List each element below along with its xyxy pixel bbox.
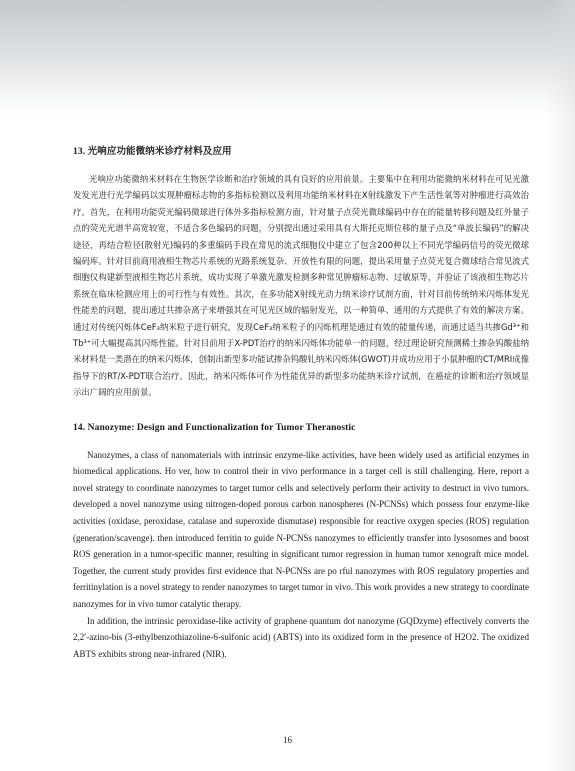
- header-band: [0, 0, 575, 115]
- section-13-heading: 13. 光响应功能微纳米诊疗材料及应用: [73, 147, 232, 157]
- section-14-paragraph-2: In addition, the intrinsic peroxidase-like activity of graphene quantum dot nanozyme (GQDzyme) effectively converts the 2,2′-azino-bis (3-ethylbenzothiazoline-6-sulfonic acid) (ABTS) into its oxidized form in the presence of H2O2. The oxidized ABTS exhibits strong near-infrared (NIR).: [73, 615, 529, 659]
- section-13-paragraph: 光响应功能微纳米材料在生物医学诊断和治疗领域的具有良好的应用前景。主要集中在利用功能微纳米材料在可见光激发发光进行光学编码以实现肿瘤标志物的多指标检测以及利用功能纳米材料在X射线激发下产生活性氧等对肿瘤进行高效治疗。首先，在利用功能荧光编码微球进行体外多指标检测方面，针对量子点荧光微球编码中存在的能量转移问题及红外量子点的荧光光谱半高宽较宽，不适合多色编码的问题，分别提出通过采用具有大斯托克斯位移的量子点及“单波长编码”的解决途径，再结合粒径(散射光)编码的多重编码手段在常见的流式细胞仪中建立了包含200种以上不同光学编码信号的荧光微球编码库。针对目前商用液相生物芯片系统的光路系统复杂、开放性有限的问题，提出采用量子点荧光复合微球结合常见流式细胞仪构建新型液相生物芯片系统，成功实现了单激光激发检测多种常见肿瘤标志物、过敏原等，并验证了该液相生物芯片系统在临床检测应用上的可行性与有效性。其次，在多功能X射线光动力纳米诊疗试剂方面，针对目前传统纳米闪烁体发光性能差的问题，提出通过共掺杂离子来增强其在可见光区域的辐射发光，以一种简单、通用的方式提供了有效的解决方案。通过对传统闪烁体CeF₃纳米粒子进行研究，发现CeF₃纳米粒子的闪烁机理是通过有效的能量传递，而通过适当共掺Gd³⁺和Tb³⁺可大幅提高其闪烁性能。针对目前用于X-PDT治疗的纳米闪烁体功能单一的问题，经过理论研究预测稀土掺杂钨酸盐纳米材料是一类潜在的纳米闪烁体，创制出新型多功能试掺杂钨酸钆纳米闪烁体(GWOT)并成功应用于小鼠肿瘤的CT/MRI成像指导下的RT/X-PDT联合治疗。因此，纳米闪烁体可作为性能优异的新型多功能纳米诊疗试剂，在癌症的诊断和治疗领域显示出广阔的应用前景。: [73, 174, 529, 398]
- page-edge-shadow: [545, 0, 575, 771]
- page-content: [73, 143, 529, 662]
- section-spacer: [73, 401, 529, 423]
- section-14-heading: 14. Nanozyme: Design and Functionalization for Tumor Theranostic: [73, 422, 356, 433]
- page-number: 16: [283, 735, 292, 745]
- section-14-paragraph-1: Nanozymes, a class of nanomaterials with intrinsic enzyme-like activities, have been widely used as artificial enzymes in biomedical applications. Ho ver, how to control their in vivo performance in a target cell is still challenging. Here, report a novel strategy to coordinate nanozymes to target tumor cells and selectively perform their activity to destruct in vivo tumors. developed a novel nanozyme using nitrogen-doped porous carbon nanospheres (N-PCNSs) which possess four enzyme-like activities (oxidase, peroxidase, catalase and superoxide dismutase) responsible for reactive oxygen species (ROS) regulation (generation/scavenge). then introduced ferritin to guide N-PCNSs nanozymes to efficiently transfer into lysosomes and boost ROS generation in a tumor-specific manner, resulting in significant tumor regression in human tumor xenograft mice model. Together, the current study provides first evidence that N-PCNSs are po rful nanozymes with ROS regulatory properties and ferritinylation is a novel strategy to render nanozymes to target tumor in vivo. This work provides a new strategy to coordinate nanozymes for in vivo tumor catalytic therapy.: [73, 449, 529, 610]
